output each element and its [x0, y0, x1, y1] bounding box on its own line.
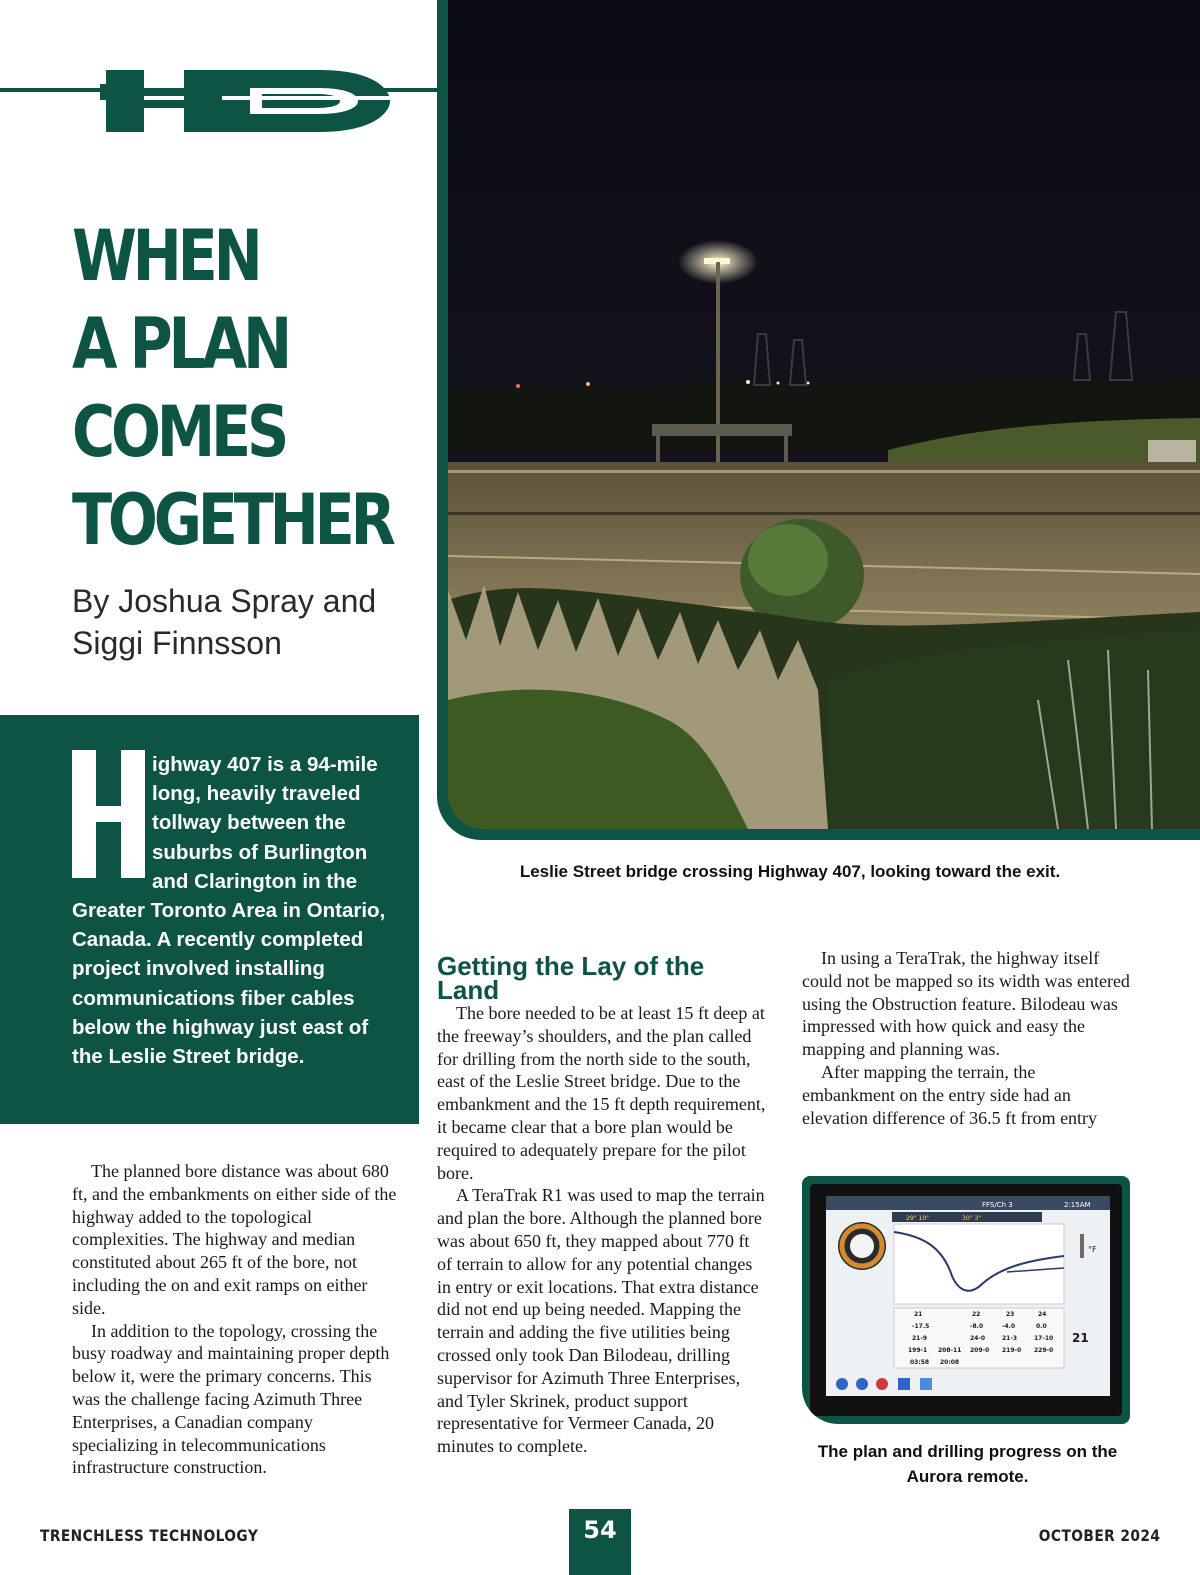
article-headline: [72, 212, 392, 564]
footer-publication: TRENCHLESS TECHNOLOGY: [40, 1526, 259, 1545]
aurora-remote-photo: [802, 1176, 1130, 1424]
remote-cell: -17.5: [912, 1323, 930, 1330]
remote-roll: 30° 3": [962, 1215, 982, 1222]
remote-cell: 17-10: [1034, 1335, 1054, 1342]
remote-cell: -4.0: [1002, 1323, 1016, 1330]
footer-date: OCTOBER 2024: [1038, 1526, 1160, 1545]
paragraph: In addition to the topology, crossing the busy roadway and maintaining proper depth below it, were the primary concerns. This was the challenge facing Azimuth Three Enterprises, a Canadian company specializing in telecommunications infrastructure construction.: [72, 1320, 390, 1478]
body-column-1: [72, 1160, 402, 1479]
headline-line: COMES: [72, 391, 286, 473]
page-number: 54: [569, 1509, 631, 1575]
remote-rod: 21: [1072, 1331, 1089, 1345]
photo-frame: [437, 0, 1200, 840]
remote-cell: 199-1: [908, 1347, 928, 1354]
byline-line: Siggi Finnsson: [72, 625, 282, 661]
remote-cell: 229-0: [1034, 1347, 1054, 1354]
paragraph: After mapping the terrain, the embankment on the entry side had an elevation difference of 36.5 ft from entry: [802, 1061, 1098, 1128]
byline-line: By Joshua Spray and: [72, 583, 377, 619]
remote-cell: 219-0: [1002, 1347, 1022, 1354]
photo-caption: Leslie Street bridge crossing Highway 407, looking toward the exit.: [519, 862, 1061, 881]
remote-col: 23: [1006, 1311, 1015, 1318]
hdd-section-logo: [100, 66, 390, 136]
body-column-2: [437, 1002, 767, 1458]
remote-cell: 209-0: [970, 1347, 990, 1354]
remote-cell: 0.0: [1036, 1323, 1047, 1330]
intro-text: ighway 407 is a 94-mile long, heavily traveled tollway between the suburbs of Burlington and Clarington in the Greater Toronto Area in Ontario, Canada. A recently completed project involved installing communications fiber cables below the highway just east of the Leslie Street bridge.: [72, 753, 386, 1069]
remote-col: 22: [972, 1311, 981, 1318]
intro-paragraph: [72, 750, 404, 1071]
remote-cell: 21-9: [912, 1335, 928, 1342]
remote-caption: The plan and drilling progress on the Aurora remote.: [817, 1442, 1118, 1486]
remote-cell: 20:08: [940, 1359, 960, 1366]
paragraph: In using a TeraTrak, the highway itself could not be mapped so its width was entered using the Obstruction feature. Bilodeau was impressed with how quick and easy the mapping and planning was.: [802, 948, 1130, 1060]
remote-cell: 208-11: [938, 1347, 962, 1354]
paragraph: A TeraTrak R1 was used to map the terrain and plan the bore. Although the planned bore was about 650 ft, they mapped about 770 ft of terrain to allow for any potential changes in entry or exit locations. That extra distance did not end up being needed. Mapping the terrain and adding the five utilities being crossed only took Dan Bilodeau, drilling supervisor for Azimuth Three Enterprises, and Tyler Skrinek, product support representative for Vermeer Canada, 20 minutes to complete.: [437, 1185, 765, 1457]
remote-cell: 21-3: [1002, 1335, 1018, 1342]
headline-line: TOGETHER: [72, 479, 392, 561]
remote-cell: 24-0: [970, 1335, 986, 1342]
remote-col: 24: [1038, 1311, 1047, 1318]
remote-temp-unit: °F: [1088, 1245, 1097, 1254]
byline: [72, 580, 432, 664]
remote-cell: -8.0: [970, 1323, 984, 1330]
paragraph: The bore needed to be at least 15 ft deep at the freeway’s shoulders, and the plan called for drilling from the north side to the south, east of the Leslie Street bridge. Due to the embankment and the 15 ft depth requirement, it became clear that a bore plan would be required to adequately prepare for the pilot bore.: [437, 1003, 766, 1183]
highway-night-photo: [448, 0, 1200, 829]
section-heading: Getting the Lay of the Land: [437, 951, 705, 1005]
drop-cap-letter: H: [107, 875, 109, 877]
remote-cell: 03:58: [910, 1359, 930, 1366]
remote-clock: 2:15AM: [1064, 1201, 1091, 1209]
body-column-3: [802, 947, 1132, 1129]
headline-line: WHEN: [72, 215, 259, 297]
remote-col: 21: [914, 1311, 923, 1318]
headline-line: A PLAN: [72, 303, 289, 385]
remote-pitch: 29° 10": [906, 1215, 929, 1222]
drop-cap: [72, 750, 152, 884]
paragraph: The planned bore distance was about 680 ft, and the embankments on either side of the highway added to the topological complexities. The highway and median constituted about 265 ft of the bore, not including the on and exit ramps on either side.: [72, 1161, 397, 1318]
remote-status: FFS/Ch 3: [982, 1201, 1013, 1209]
